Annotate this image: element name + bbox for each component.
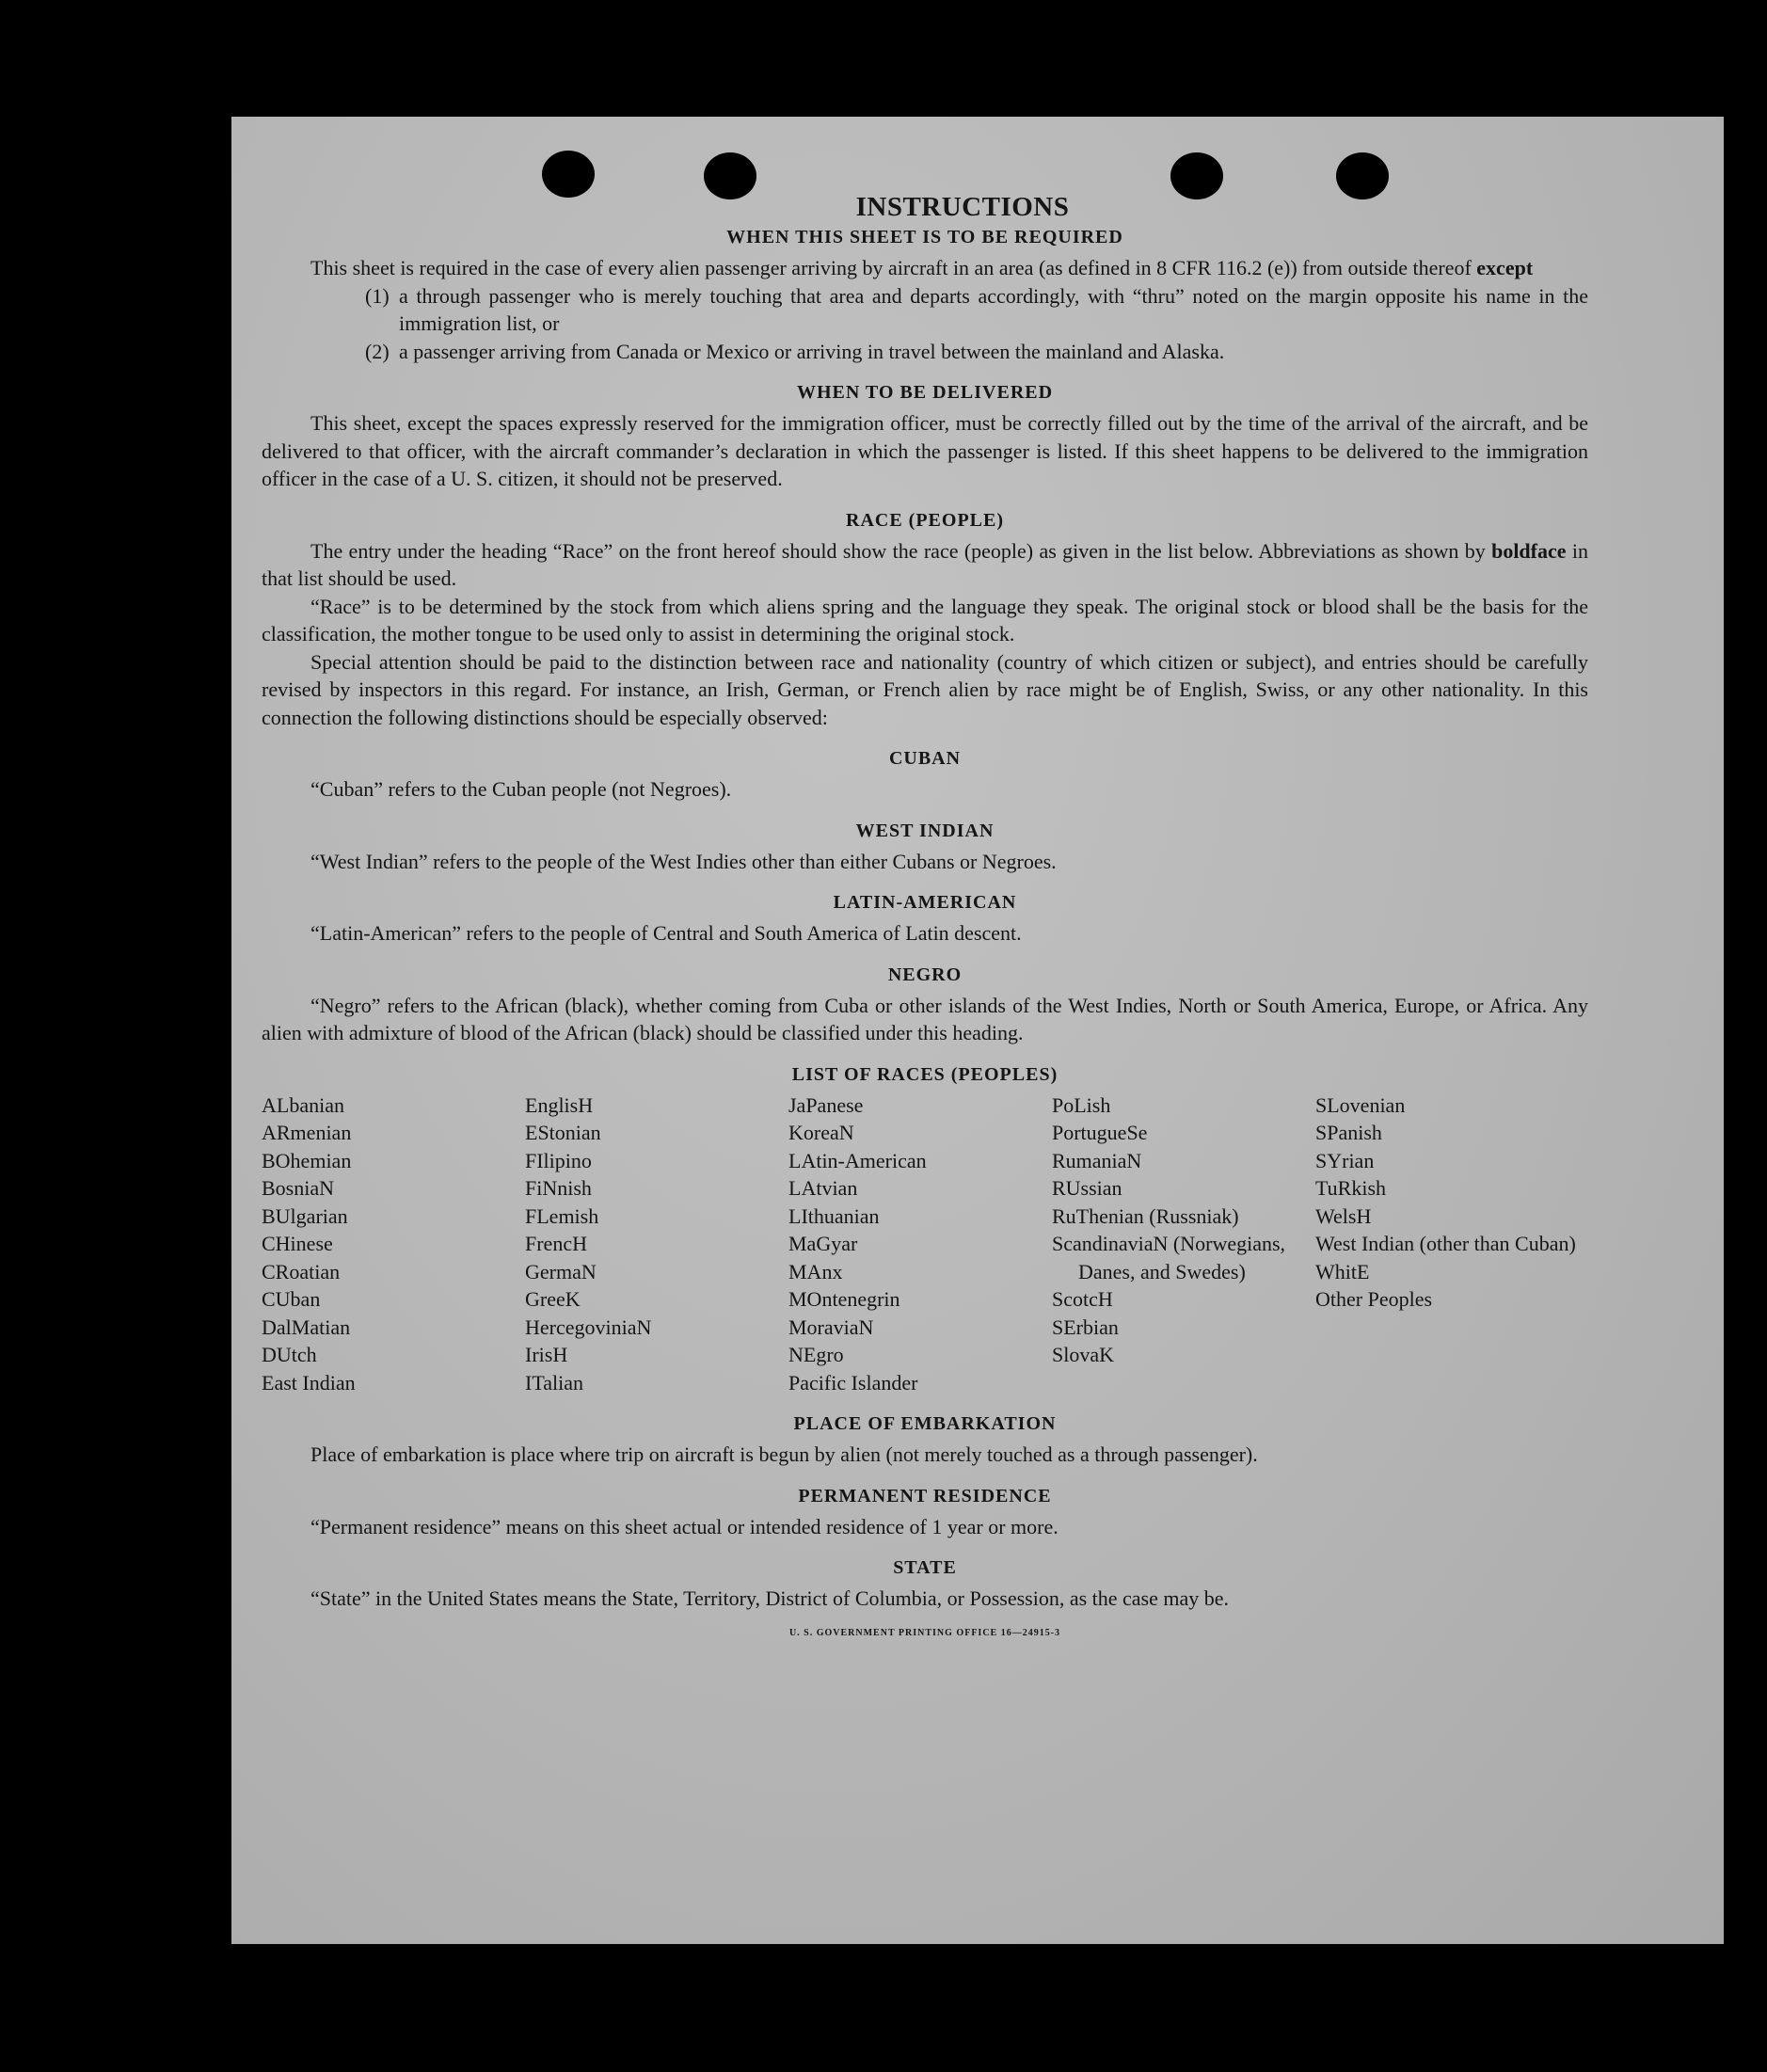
cuban-text: “Cuban” refers to the Cuban people (not Negroes). (310, 777, 732, 801)
race-entry: IrisH (525, 1343, 568, 1366)
heading-list-of-races: LIST OF RACES (PEOPLES) (791, 1063, 1059, 1085)
race-entry: Pacific Islander (788, 1370, 918, 1395)
punch-hole (542, 151, 595, 198)
race-entry: FiNnish (525, 1176, 592, 1200)
race-entry: MAnx (788, 1259, 843, 1283)
race-entry: WhitE (1315, 1259, 1370, 1283)
race-paragraph-2: “Race” is to be determined by the stock from which aliens spring and the language they speak. The original stock or blood shall be the basis for the classification, the mother tongue to be used only to assist in determining the original stock. (262, 594, 1588, 646)
residence-text: “Permanent residence” means on this sheet actual or intended residence of 1 year or more. (310, 1514, 1059, 1538)
heading-state: STATE (893, 1557, 957, 1578)
race-entry: NEgro (788, 1343, 844, 1366)
race-entry: GreeK (525, 1287, 581, 1311)
race-entry: LIthuanian (788, 1203, 880, 1228)
page-title: INSTRUCTIONS (855, 192, 1070, 222)
race-entry: CHinese (262, 1232, 333, 1255)
race-entry: PortugueSe (1052, 1121, 1148, 1144)
races-column-3 (788, 1092, 1052, 1397)
race-entry: SYrian (1315, 1148, 1375, 1172)
race-entry: SlovaK (1052, 1343, 1114, 1366)
race-entry: ARmenian (262, 1121, 352, 1144)
race-entry: MoraviaN (788, 1315, 874, 1339)
race-paragraph-1: The entry under the heading “Race” on the front hereof should show the race (people) as given in the list below. Abbreviations as shown by boldface in that list should be used. (262, 538, 1589, 590)
race-entry: SLovenian (1315, 1092, 1406, 1117)
race-entry: MaGyar (788, 1232, 858, 1255)
race-entry: ScandinaviaN (Norwegians, Danes, and Swedes) (1052, 1232, 1286, 1283)
heading-cuban: CUBAN (888, 748, 962, 769)
negro-text: “Negro” refers to the African (black), whether coming from Cuba or other islands of the West Indies, North or South America, Europe, or Africa. Any alien with admixture of blood of the African (black) should be classified under this heading. (262, 993, 1588, 1044)
when-required-text: This sheet is required in the case of every alien passenger arriving by aircraft in an area (as defined in 8 CFR 116.2 (e)) from outside thereof except (310, 256, 1534, 279)
race-entry: RUssian (1052, 1176, 1122, 1200)
heading-when-required: WHEN THIS SHEET IS TO BE REQUIRED (726, 227, 1123, 247)
instructions-body (262, 192, 1588, 1638)
race-paragraph-3: Special attention should be paid to the distinction between race and nationality (country of which citizen or subject), and entries should be carefully revised by inspectors in this regard. For instance, an Irish, German, or French alien by race might be of English, Swiss, or any other nationality. In this connection the following distinctions should be especially observed: (262, 649, 1588, 729)
race-entry: Other Peoples (1315, 1287, 1433, 1311)
heading-residence: PERMANENT RESIDENCE (798, 1485, 1052, 1506)
race-entry: MOntenegrin (788, 1287, 900, 1311)
race-entry: SPanish (1315, 1121, 1382, 1144)
races-list (262, 1092, 1588, 1397)
race-entry: DalMatian (262, 1315, 351, 1339)
race-entry: HercegoviniaN (525, 1315, 652, 1339)
race-entry: West Indian (other than Cuban) (1315, 1232, 1576, 1255)
heading-when-delivered: WHEN TO BE DELIVERED (796, 382, 1054, 403)
races-column-1 (262, 1092, 525, 1397)
race-entry: RumaniaN (1052, 1148, 1142, 1172)
race-entry: BosniaN (262, 1176, 334, 1200)
race-entry: DUtch (262, 1343, 317, 1366)
race-entry: BUlgarian (262, 1203, 348, 1228)
race-entry: LAtin-American (788, 1148, 927, 1172)
exception-item: (1) a through passenger who is merely touching that area and departs accordingly, with “thru” noted on the margin opposite his name in the immigration list, or (365, 283, 1588, 335)
races-column-4 (1052, 1092, 1315, 1397)
race-entry: EStonian (525, 1121, 601, 1144)
race-entry: East Indian (262, 1370, 356, 1395)
race-entry: BOhemian (262, 1148, 352, 1172)
race-entry: RuThenian (Russniak) (1052, 1203, 1239, 1228)
heading-negro: NEGRO (887, 964, 963, 985)
embarkation-text: Place of embarkation is place where trip on aircraft is begun by alien (not merely touched as a through passenger). (310, 1442, 1258, 1466)
race-entry: LAtvian (788, 1176, 858, 1200)
race-entry: FIlipino (525, 1148, 592, 1172)
race-entry: EnglisH (525, 1092, 594, 1117)
race-entry: PoLish (1052, 1092, 1111, 1117)
race-entry: CRoatian (262, 1259, 341, 1283)
heading-latin-american: LATIN-AMERICAN (833, 892, 1017, 913)
race-entry: WelsH (1315, 1203, 1372, 1228)
race-entry: ScotcH (1052, 1287, 1113, 1311)
race-entry: ITalian (525, 1370, 583, 1395)
races-column-2 (525, 1092, 788, 1397)
race-entry: CUban (262, 1287, 321, 1311)
race-entry: GermaN (525, 1259, 597, 1283)
race-entry: FrencH (525, 1232, 587, 1255)
heading-embarkation: PLACE OF EMBARKATION (793, 1413, 1057, 1434)
latin-american-text: “Latin-American” refers to the people of Central and South America of Latin descent. (310, 921, 1022, 945)
race-entry: KoreaN (788, 1121, 854, 1144)
races-column-5 (1315, 1092, 1579, 1397)
race-entry: TuRkish (1315, 1176, 1387, 1200)
printing-office-footer: U. S. GOVERNMENT PRINTING OFFICE 16—24915-3 (788, 1627, 1061, 1638)
document-page (231, 117, 1724, 1944)
exception-item: (2) a passenger arriving from Canada or Mexico or arriving in travel between the mainland and Alaska. (365, 339, 1225, 363)
race-entry: FLemish (525, 1203, 599, 1228)
state-text: “State” in the United States means the State, Territory, District of Columbia, or Possession, as the case may be. (310, 1586, 1230, 1610)
when-delivered-text: This sheet, except the spaces expressly reserved for the immigration officer, must be correctly filled out by the time of the arrival of the aircraft, and be delivered to that officer, with the aircraft commander’s declaration in which the passenger is listed. If this sheet happens to be delivered to the immigration officer in the case of a U. S. citizen, it should not be preserved. (262, 411, 1588, 490)
west-indian-text: “West Indian” refers to the people of the West Indies other than either Cubans or Negroes. (310, 849, 1057, 873)
heading-race: RACE (PEOPLE) (846, 509, 1004, 531)
race-entry: SErbian (1052, 1315, 1119, 1339)
race-entry: JaPanese (788, 1092, 864, 1117)
heading-west-indian: WEST INDIAN (855, 820, 995, 841)
race-entry: ALbanian (262, 1092, 344, 1117)
